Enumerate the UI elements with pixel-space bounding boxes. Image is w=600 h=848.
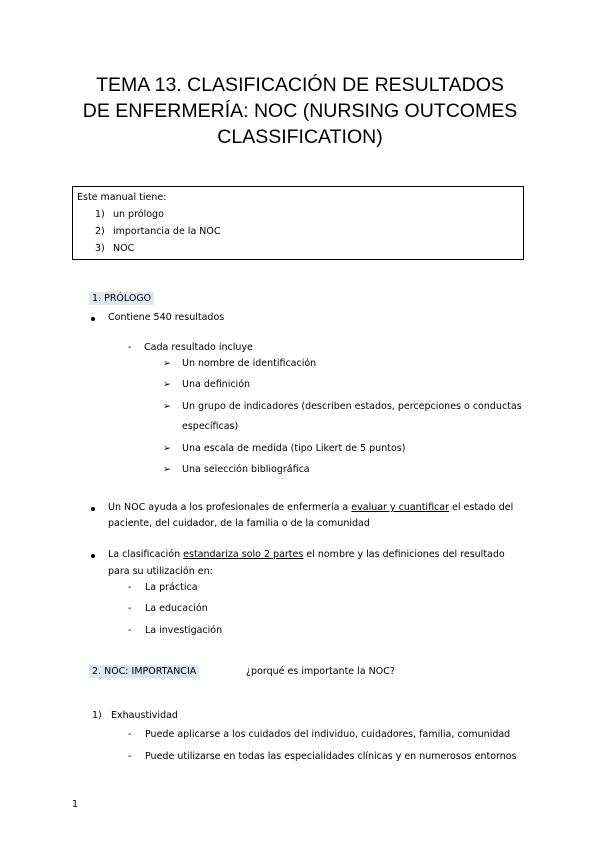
sub-item-continuation: específicas) [182,421,239,432]
sub-item: Una definición [182,379,251,390]
dash-marker: - [128,729,132,740]
bullet-noc-helps: Un NOC ayuda a los profesionales de enfermería a evaluar y cuantificar el estado del [108,502,514,513]
summary-item: 1) un prólogo [95,209,164,220]
summary-item: 3) NOC [95,243,135,254]
summary-item: 2) importancia de la NOC [95,226,221,237]
sub-item: Una selección bibliográfica [182,464,310,475]
title-line-1: TEMA 13. CLASIFICACIÓN DE RESULTADOS [96,74,504,96]
bullet-540-results: Contiene 540 resultados [108,312,225,323]
arrow-bullet-icon: ➢ [163,401,171,412]
section-1-heading: 1. PRÓLOGO [92,293,154,305]
summary-box [72,186,524,260]
bullet-dot [91,317,95,321]
title-line-2: DE ENFERMERÍA: NOC (NURSING OUTCOMES [82,100,518,122]
bullet-noc-helps-line2: paciente, del cuidador, de la familia o de la comunidad [108,518,370,529]
dash-marker: - [128,582,132,593]
dash-marker: - [128,751,132,762]
sub-item: Un nombre de identificación [182,358,317,369]
summary-heading: Este manual tiene: [77,192,167,203]
sub-item: Un grupo de indicadores (describen estados, percepciones o conductas [182,401,522,412]
section-2-heading: 2. NOC: IMPORTANCIA [92,666,199,678]
title-line-3: CLASSIFICATION) [217,126,383,148]
item-exhaustividad: Exhaustividad [111,710,178,721]
sub-intro: Cada resultado incluye [144,342,253,353]
use-item: La investigación [145,625,223,636]
list-number: 1) [92,710,102,721]
arrow-bullet-icon: ➢ [163,464,171,475]
bullet-dot [91,507,95,511]
bullet-dot [91,554,95,558]
arrow-bullet-icon: ➢ [163,443,171,454]
page-number: 1 [72,799,79,810]
arrow-bullet-icon: ➢ [163,379,171,390]
dash-marker: - [128,342,132,353]
bullet-classification: La clasificación estandariza solo 2 partes el nombre y las definiciones del resultado [108,549,505,560]
sub-item: Una escala de medida (tipo Likert de 5 puntos) [182,443,406,454]
detail-item: Puede utilizarse en todas las especialidades clínicas y en numerosos entornos [145,751,517,762]
document-title [60,72,540,150]
arrow-bullet-icon: ➢ [163,358,171,369]
bullet-classification-line2: para su utilización en: [108,566,213,577]
section-2-question: ¿porqué es importante la NOC? [246,666,395,677]
use-item: La práctica [145,582,198,593]
dash-marker: - [128,625,132,636]
detail-item: Puede aplicarse a los cuidados del individuo, cuidadores, familia, comunidad [145,729,511,740]
use-item: La educación [145,603,208,614]
dash-marker: - [128,603,132,614]
